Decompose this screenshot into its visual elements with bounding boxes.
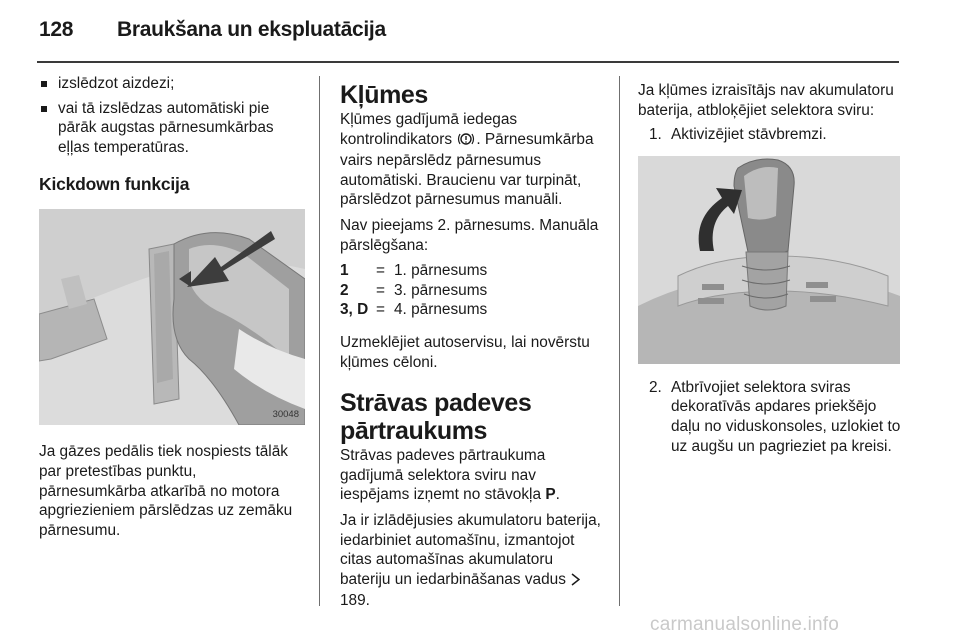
table-row: [340, 261, 487, 281]
gear-key: 1: [340, 262, 349, 280]
gear-key: 2: [340, 281, 349, 299]
battery-instructions: [340, 511, 606, 611]
power-text-end: .: [555, 486, 560, 504]
park-position-label: P: [545, 486, 556, 504]
gear-equals: =: [376, 262, 385, 280]
kickdown-heading: Kickdown funkcija: [39, 174, 190, 195]
power-interruption-text: [340, 446, 606, 505]
step-text: Aktivizējiet stāvbremzi.: [671, 126, 827, 144]
column-divider-left: [319, 76, 320, 606]
fault-text-end: . Pārnesumkārba vairs nepārslēdz pārnesumus automātiski. Braucienu var turpināt, pārslēdzot pārnesumus manuāli.: [340, 130, 594, 209]
gear-key: 3, D: [340, 301, 369, 319]
selector-lever-figure: [638, 156, 900, 364]
figure-code: 30048: [272, 409, 299, 421]
manual-shift-intro: Nav pieejams 2. pārnesums. Manuāla pārslēgšana:: [340, 216, 599, 254]
kickdown-description: Ja gāzes pedālis tiek nospiests tālāk par pretestības punktu, pārnesumkārba atkarībā no motora apgriezieniem pārslēdzas uz zemāku pārnesumu.: [39, 443, 293, 539]
fault-description: [340, 110, 606, 210]
gear-value: 1. pārnesums: [394, 262, 488, 280]
table-row: [340, 300, 487, 320]
section-title: Braukšana un ekspluatācija: [117, 18, 386, 41]
battery-text: Ja ir izlādējusies akumulatoru baterija, iedarbiniet automašīnu, izmantojot citas automašīnas akumulatoru bateriju un iedarbināšanas vadus: [340, 511, 601, 588]
table-row: [340, 281, 487, 301]
bullet-item-overheat: [39, 99, 305, 158]
gear-warning-icon: [456, 131, 476, 152]
column-divider-right: [619, 76, 620, 606]
bullet-text: izslēdzot aizdezi;: [58, 75, 175, 92]
step-1: [649, 125, 904, 145]
gear-value: 4. pārnesums: [394, 301, 488, 319]
step-text: Atbrīvojiet selektora sviras dekoratīvās apdares priekšējo daļu no viduskonsoles, uzlokiet to uz augšu un pagrieziet pa kreisi.: [671, 378, 901, 455]
column-2: [340, 81, 606, 611]
watermark: carmanualsonline.info: [650, 614, 840, 635]
page-reference-icon: [570, 572, 580, 592]
kickdown-figure: [39, 209, 305, 425]
gear-mapping-table: [340, 261, 487, 320]
step-number: 2.: [649, 378, 662, 396]
fault-heading: Kļūmes: [340, 81, 428, 109]
column-1: [39, 74, 305, 540]
page-number: 128: [39, 18, 74, 41]
selector-lever-illustration: [638, 156, 900, 364]
page-reference[interactable]: 189.: [340, 592, 370, 610]
column-3: [638, 81, 904, 456]
fault-text-start: Kļūmes gadījumā iedegas kontrolindikators: [340, 111, 518, 148]
unlock-intro: Ja kļūmes izraisītājs nav akumulatoru baterija, atbloķējiet selektora sviru:: [638, 82, 894, 119]
gear-value: 3. pārnesums: [394, 281, 488, 299]
bullet-text: vai tā izslēdzas automātiski pie pārāk augstas pārnesumkārbas eļļas temperatūras.: [58, 99, 274, 156]
power-text-start: Strāvas padeves pārtraukuma gadījumā selektora sviru nav iespējams izņemt no stāvokļa: [340, 447, 546, 504]
gear-equals: =: [376, 301, 385, 319]
step-number: 1.: [649, 126, 662, 144]
step-2: [649, 378, 904, 456]
power-interruption-heading: Strāvas padeves pārtraukums: [340, 389, 532, 446]
service-advice: Uzmeklējiet autoservisu, lai novērstu kļūmes cēloni.: [340, 333, 590, 371]
bullet-item-ignition-off: [39, 74, 305, 94]
gear-equals: =: [376, 281, 385, 299]
pedal-illustration: [39, 209, 305, 425]
header-rule: [37, 61, 899, 63]
